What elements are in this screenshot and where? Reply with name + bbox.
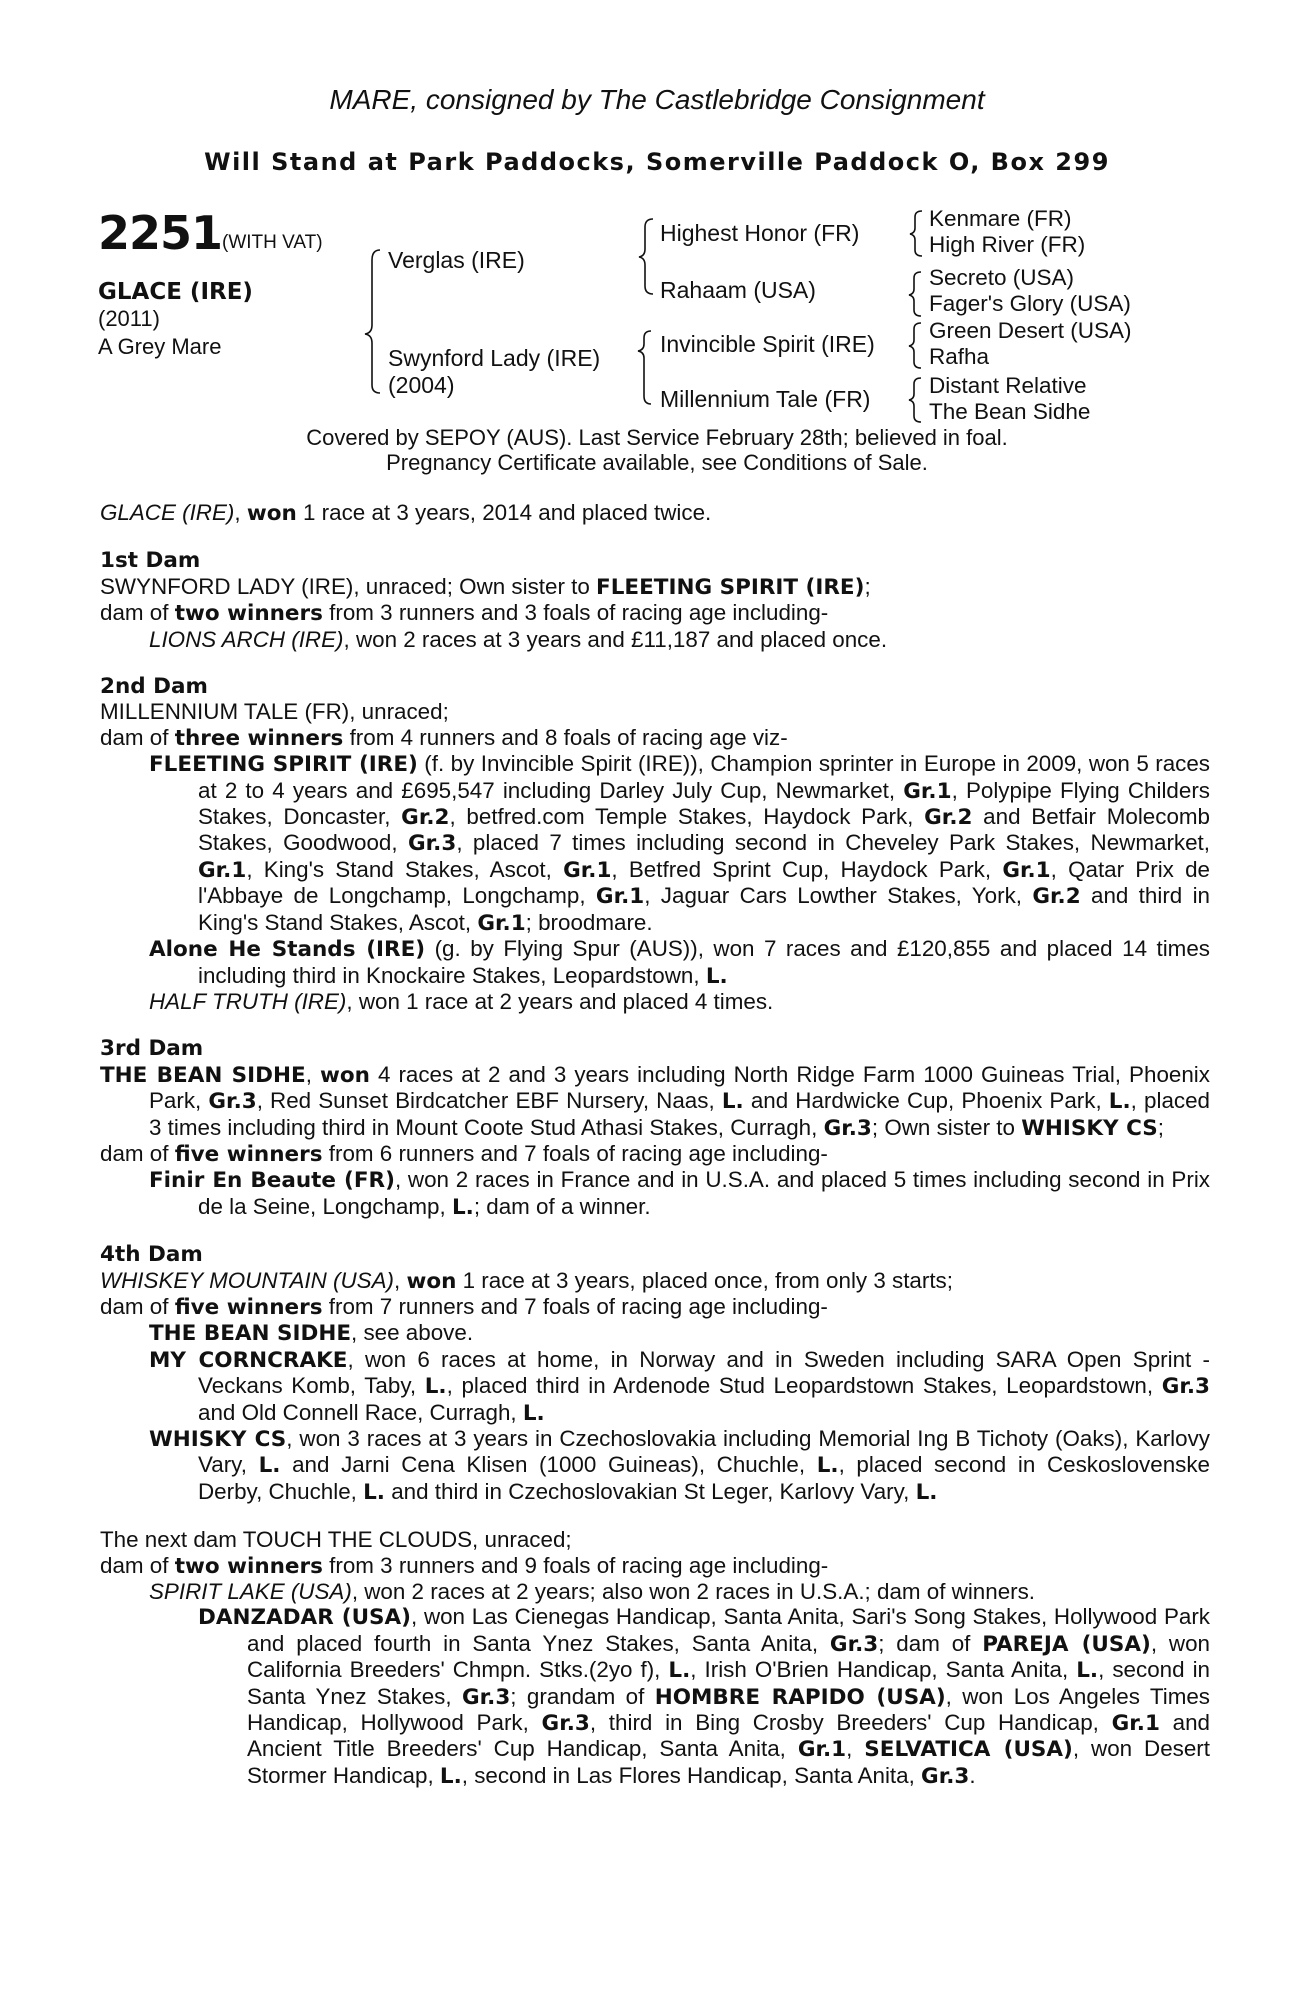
pedigree-dam-year: (2004)	[388, 372, 455, 398]
vat-note: (WITH VAT)	[222, 232, 323, 253]
dam4-produce-my-corncrake: MY CORNCRAKE, won 6 races at home, in Norway and in Sweden including SARA Open Sprint - Veckans Komb, Taby, L., placed third in Ardenode Stud Leopardstown Stakes, Leopardstown, Gr.3 and Old Connell Race, Curragh, L.	[149, 1346, 1211, 1426]
horse-description: A Grey Mare	[98, 334, 222, 359]
pedigree-dam-dam: Millennium Tale (FR)	[660, 386, 871, 412]
dam3-produce-finir: Finir En Beaute (FR), won 2 races in France and in U.S.A. and placed 5 times including second in Prix de la Seine, Longchamp, L.; dam of a winner.	[149, 1167, 1210, 1220]
lot-number: 2251	[98, 206, 223, 260]
pedigree-braces	[0, 0, 1314, 440]
pedigree-g3-8: The Bean Sidhe	[929, 399, 1091, 424]
dam2-produce-alone-he-stands: Alone He Stands (IRE) (g. by Flying Spur (AUS)), won 7 races and £120,855 and placed 14 times including third in Knockaire Stakes, Leopardstown, L.	[149, 936, 1210, 989]
pedigree-sire-dam: Rahaam (USA)	[660, 277, 816, 303]
pregnancy-note: Pregnancy Certificate available, see Conditions of Sale.	[386, 450, 928, 475]
pedigree-g3-2: High River (FR)	[929, 232, 1086, 257]
pedigree-dam: Swynford Lady (IRE)	[388, 345, 601, 371]
horse-year: (2011)	[98, 306, 160, 331]
dam1-produce-1: LIONS ARCH (IRE), won 2 races at 3 years and £11,187 and placed once.	[149, 626, 888, 652]
nextdam-line1: The next dam TOUCH THE CLOUDS, unraced;	[100, 1527, 572, 1553]
pedigree-dam-sire: Invincible Spirit (IRE)	[660, 331, 875, 357]
stand-location: Will Stand at Park Paddocks, Somerville Paddock O, Box 299	[204, 148, 1110, 176]
covered-by-note: Covered by SEPOY (AUS). Last Service February 28th; believed in foal.	[306, 425, 1008, 450]
catalogue-body	[100, 500, 1210, 1789]
consignor-heading: MARE, consigned by The Castlebridge Consignment	[329, 84, 985, 115]
dam4-line2: dam of five winners from 7 runners and 7 foals of racing age including-	[100, 1293, 828, 1320]
dam2-heading: 2nd Dam	[100, 674, 208, 700]
pedigree-g3-3: Secreto (USA)	[929, 265, 1075, 290]
pedigree-sire-sire: Highest Honor (FR)	[660, 220, 860, 246]
pedigree-g3-1: Kenmare (FR)	[929, 206, 1072, 231]
dam1-line2: dam of two winners from 3 runners and 3 foals of racing age including-	[100, 600, 829, 627]
nextdam-produce-danzadar: DANZADAR (USA), won Las Cienegas Handicap, Santa Anita, Sari's Song Stakes, Hollywood Park and placed fourth in Santa Ynez Stakes, Santa Anita, Gr.3; dam of PAREJA (USA), won California Breeders' Chmpn. Stks.(2yo f), L., Irish O'Brien Handicap, Santa Anita, L., second in Santa Ynez Stakes, Gr.3; grandam of HOMBRE RAPIDO (USA), won Los Angeles Times Handicap, Hollywood Park, Gr.3, third in Bing Crosby Breeders' Cup Handicap, Gr.1 and Ancient Title Breeders' Cup Handicap, Santa Anita, Gr.1, SELVATICA (USA), won Desert Stormer Handicap, L., second in Las Flores Handicap, Santa Anita, Gr.3.	[198, 1604, 1210, 1789]
dam4-line1: WHISKEY MOUNTAIN (USA), won 1 race at 3 years, placed once, from only 3 starts;	[100, 1267, 953, 1294]
dam3-heading: 3rd Dam	[100, 1036, 204, 1062]
dam3-line2: dam of five winners from 6 runners and 7 foals of racing age including-	[100, 1140, 828, 1167]
nextdam-produce-spirit-lake: SPIRIT LAKE (USA), won 2 races at 2 years; also won 2 races in U.S.A.; dam of winners.	[149, 1579, 1036, 1605]
pedigree-g3-6: Rafha	[929, 344, 990, 369]
dam4-produce-bean-sidhe: THE BEAN SIDHE, see above.	[149, 1320, 474, 1347]
dam4-produce-whisky-cs: WHISKY CS, won 3 races at 3 years in Czechoslovakia including Memorial Ing B Tichoty (Oaks), Karlovy Vary, L. and Jarni Cena Klisen (1000 Guineas), Chuchle, L., placed second in Ceskoslovenske Derby, Chuchle, L. and third in Czechoslovakian St Leger, Karlovy Vary, L.	[149, 1426, 1210, 1505]
dam1-line1: SWYNFORD LADY (IRE), unraced; Own sister to FLEETING SPIRIT (IRE);	[100, 573, 871, 600]
dam4-heading: 4th Dam	[100, 1242, 203, 1268]
dam1-heading: 1st Dam	[100, 548, 201, 574]
summary-line: GLACE (IRE), won 1 race at 3 years, 2014 and placed twice.	[100, 500, 712, 526]
pedigree-g3-7: Distant Relative	[929, 373, 1087, 398]
dam3-line1: THE BEAN SIDHE, won 4 races at 2 and 3 years including North Ridge Farm 1000 Guineas Trial, Phoenix Park, Gr.3, Red Sunset Birdcatcher EBF Nursery, Naas, L. and Hardwicke Cup, Phoenix Park, L., placed 3 times including third in Mount Coote Stud Athasi Stakes, Curragh, Gr.3; Own sister to WHISKY CS;	[100, 1061, 1210, 1141]
pedigree-g3-4: Fager's Glory (USA)	[929, 291, 1131, 316]
horse-name: GLACE (IRE)	[98, 279, 253, 305]
nextdam-line2: dam of two winners from 3 runners and 9 foals of racing age including-	[100, 1552, 829, 1579]
pedigree-g3-5: Green Desert (USA)	[929, 318, 1132, 343]
dam2-produce-half-truth: HALF TRUTH (IRE), won 1 race at 2 years and placed 4 times.	[149, 988, 774, 1014]
pedigree-sire: Verglas (IRE)	[388, 247, 525, 273]
dam2-line2: dam of three winners from 4 runners and 8 foals of racing age viz-	[100, 724, 788, 751]
dam2-produce-fleeting-spirit: FLEETING SPIRIT (IRE) (f. by Invincible Spirit (IRE)), Champion sprinter in Europe in 2009, won 5 races at 2 to 4 years and £695,547 including Darley July Cup, Newmarket, Gr.1, Polypipe Flying Childers Stakes, Doncaster, Gr.2, betfred.com Temple Stakes, Haydock Park, Gr.2 and Betfair Molecomb Stakes, Goodwood, Gr.3, placed 7 times including second in Cheveley Park Stakes, Newmarket, Gr.1, King's Stand Stakes, Ascot, Gr.1, Betfred Sprint Cup, Haydock Park, Gr.1, Qatar Prix de l'Abbaye de Longchamp, Longchamp, Gr.1, Jaguar Cars Lowther Stakes, York, Gr.2 and third in King's Stand Stakes, Ascot, Gr.1; broodmare.	[149, 751, 1211, 936]
dam2-line1: MILLENNIUM TALE (FR), unraced;	[100, 699, 449, 725]
